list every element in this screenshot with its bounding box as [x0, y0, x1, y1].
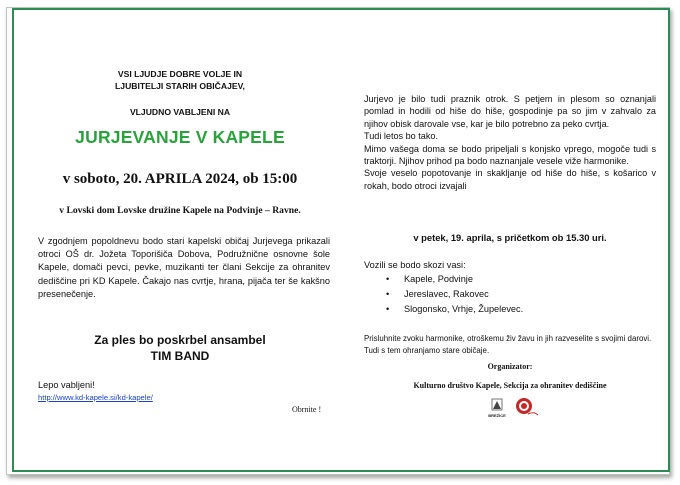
paragraph-journey: Svoje veselo popotovanje in skakljanje od hiše do hiše, s košarico v rokah, bodo otroci izvajali	[364, 168, 656, 191]
route-intro: Vozili se bodo skozi vasi:	[364, 260, 466, 270]
event-place: v Lovski dom Lovske družine Kapele na Podvinje – Ravne.	[59, 205, 301, 216]
route-list	[386, 272, 523, 317]
caption-line-2: LJUBITELJI STARIH OBIČAJEV,	[115, 81, 245, 91]
list-item: • Jereslavec, Rakovec	[386, 287, 523, 302]
website-link[interactable]: http://www.kd-kapele.si/kd-kapele/	[38, 393, 153, 402]
list-item: • Slogonsko, Vrhje, Župelevec.	[386, 302, 523, 317]
invitation-card	[12, 8, 670, 472]
kd-kapele-logo-icon	[516, 398, 538, 415]
listen-note: Prisluhnite zvoku harmonike, otroškemu živ žavu in jih razveselite s svojimi darovi. Tudi s tem ohranjamo stare običaje.	[364, 334, 652, 355]
event-title: JURJEVANJE V KAPELE	[75, 127, 285, 147]
logo-text: BREŽICE	[488, 413, 506, 418]
band-line-1: Za ples bo poskrbel ansambel	[94, 333, 266, 347]
friday-dateline: v petek, 19. aprila, s pričetkom ob 15.30 uri.	[413, 232, 607, 243]
organizer-logos	[484, 397, 544, 419]
right-paragraphs	[364, 93, 656, 192]
band-announcement	[26, 332, 334, 364]
organizer-label: Organizator:	[487, 362, 533, 371]
band-name: TIM BAND	[150, 349, 210, 363]
caption-line-1: VSI LJUDJE DOBRE VOLJE IN	[117, 69, 243, 79]
paragraph-this-year: Tudi letos bo tako.	[364, 131, 438, 142]
caption-line-3: VLJUDNO VABLJENI NA	[129, 107, 231, 117]
paragraph-arrival: Mimo vašega doma se bodo pripeljali s konjsko vprego, mogoče tudi s traktorji. Njihov prihod pa bodo naznanjale vesele viže harmonike.	[364, 143, 656, 167]
turn-over-note: Obrnite !	[292, 405, 322, 414]
greeting: Lepo vabljeni!	[38, 380, 95, 390]
event-description: V zgodnjem popoldnevu bodo stari kapelski običaj Jurjevega prikazali otroci OŠ dr. Jožeta Toporišiča Dobova, Podružnične osnovne šole Kapele, domači pevci, pevke, muzikanti ter člani Sekcije za ohranitev dediščine pri KD Kapele. Čakajo nas cvrtje, hrana, pijača ter še kakšno presenečenje.	[38, 236, 330, 299]
list-item: • Kapele, Podvinje	[386, 272, 523, 287]
brezice-logo-icon	[488, 399, 506, 418]
event-date: v soboto, 20. APRILA 2024, ob 15:00	[62, 171, 298, 187]
organizer-name: Kulturno društvo Kapele, Sekcija za ohranitev dediščine	[413, 381, 607, 390]
paragraph-tradition: Jurjevo je bilo tudi praznik otrok. S petjem in plesom so oznanjali pomlad in hodili od hiše do hiše, gospodinje pa so jim v zahvalo za njihov obisk darovale vse, kar je bilo potrebno za peko cvrtja.	[364, 94, 656, 129]
